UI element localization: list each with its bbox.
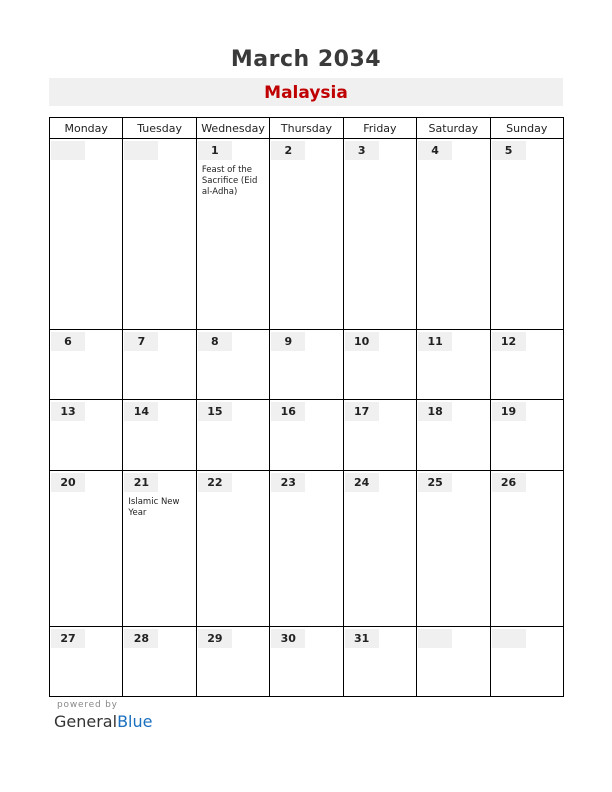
brand-general-text: General xyxy=(54,712,118,731)
day-number: 9 xyxy=(271,332,305,351)
day-cell xyxy=(123,139,196,330)
day-number: 3 xyxy=(345,141,379,160)
week-row xyxy=(50,139,564,330)
day-number: 27 xyxy=(51,629,85,648)
day-cell xyxy=(417,626,490,696)
day-cell xyxy=(490,139,563,330)
weekday-header: Sunday xyxy=(490,118,563,139)
day-cell xyxy=(343,470,416,626)
day-cell xyxy=(417,400,490,470)
day-number: 25 xyxy=(418,473,452,492)
day-number: 15 xyxy=(198,402,232,421)
day-cell xyxy=(490,330,563,400)
day-cell xyxy=(270,400,343,470)
day-cell xyxy=(50,626,123,696)
day-number xyxy=(51,141,85,160)
day-number: 11 xyxy=(418,332,452,351)
day-cell xyxy=(196,330,269,400)
day-number: 13 xyxy=(51,402,85,421)
day-number: 31 xyxy=(345,629,379,648)
day-number xyxy=(124,141,158,160)
day-number: 24 xyxy=(345,473,379,492)
day-number xyxy=(418,629,452,648)
day-cell xyxy=(196,139,269,330)
day-number: 16 xyxy=(271,402,305,421)
page-title: March 2034 xyxy=(230,47,382,72)
day-number: 22 xyxy=(198,473,232,492)
powered-by-text: powered by xyxy=(57,700,118,710)
day-cell xyxy=(50,400,123,470)
day-number: 20 xyxy=(51,473,85,492)
day-number: 17 xyxy=(345,402,379,421)
weekday-header: Thursday xyxy=(270,118,343,139)
generalblue-logo[interactable] xyxy=(54,712,152,731)
week-row xyxy=(50,470,564,626)
day-cell xyxy=(417,470,490,626)
day-cell xyxy=(50,139,123,330)
day-number: 1 xyxy=(198,141,232,160)
day-number: 19 xyxy=(492,402,526,421)
holiday-label: Islamic New Year xyxy=(128,496,180,518)
week-row xyxy=(50,400,564,470)
day-number: 21 xyxy=(124,473,158,492)
day-cell xyxy=(490,626,563,696)
day-number: 30 xyxy=(271,629,305,648)
day-number: 2 xyxy=(271,141,305,160)
weekday-header: Monday xyxy=(50,118,123,139)
day-cell xyxy=(196,626,269,696)
weekday-header: Wednesday xyxy=(196,118,269,139)
day-number: 7 xyxy=(124,332,158,351)
day-cell xyxy=(490,470,563,626)
day-number: 29 xyxy=(198,629,232,648)
day-cell xyxy=(270,626,343,696)
day-cell xyxy=(270,139,343,330)
weekday-header: Tuesday xyxy=(123,118,196,139)
day-cell xyxy=(196,400,269,470)
day-number: 18 xyxy=(418,402,452,421)
day-number: 12 xyxy=(492,332,526,351)
calendar-grid xyxy=(49,117,564,697)
day-cell xyxy=(123,470,196,626)
day-cell xyxy=(490,400,563,470)
day-number: 28 xyxy=(124,629,158,648)
day-cell xyxy=(270,330,343,400)
day-cell xyxy=(123,400,196,470)
week-row xyxy=(50,330,564,400)
day-cell xyxy=(417,139,490,330)
day-cell xyxy=(123,330,196,400)
day-cell xyxy=(270,470,343,626)
day-cell xyxy=(417,330,490,400)
day-cell xyxy=(343,400,416,470)
day-cell xyxy=(343,139,416,330)
day-number: 23 xyxy=(271,473,305,492)
weekday-header: Friday xyxy=(343,118,416,139)
day-number: 4 xyxy=(418,141,452,160)
holiday-label: Feast of the Sacrifice (Eid al-Adha) xyxy=(201,165,258,197)
day-cell xyxy=(50,330,123,400)
day-cell xyxy=(343,626,416,696)
weekday-header: Saturday xyxy=(417,118,490,139)
day-cell xyxy=(123,626,196,696)
brand-blue-text: Blue xyxy=(117,712,153,731)
day-cell xyxy=(50,470,123,626)
day-number: 10 xyxy=(345,332,379,351)
day-cell xyxy=(196,470,269,626)
day-number: 8 xyxy=(198,332,232,351)
day-number: 26 xyxy=(492,473,526,492)
weekday-header-row xyxy=(50,118,564,139)
country-banner xyxy=(49,78,563,106)
day-number: 5 xyxy=(492,141,526,160)
day-number: 6 xyxy=(51,332,85,351)
week-row xyxy=(50,626,564,696)
day-number xyxy=(492,629,526,648)
day-number: 14 xyxy=(124,402,158,421)
day-cell xyxy=(343,330,416,400)
country-name: Malaysia xyxy=(264,83,348,103)
